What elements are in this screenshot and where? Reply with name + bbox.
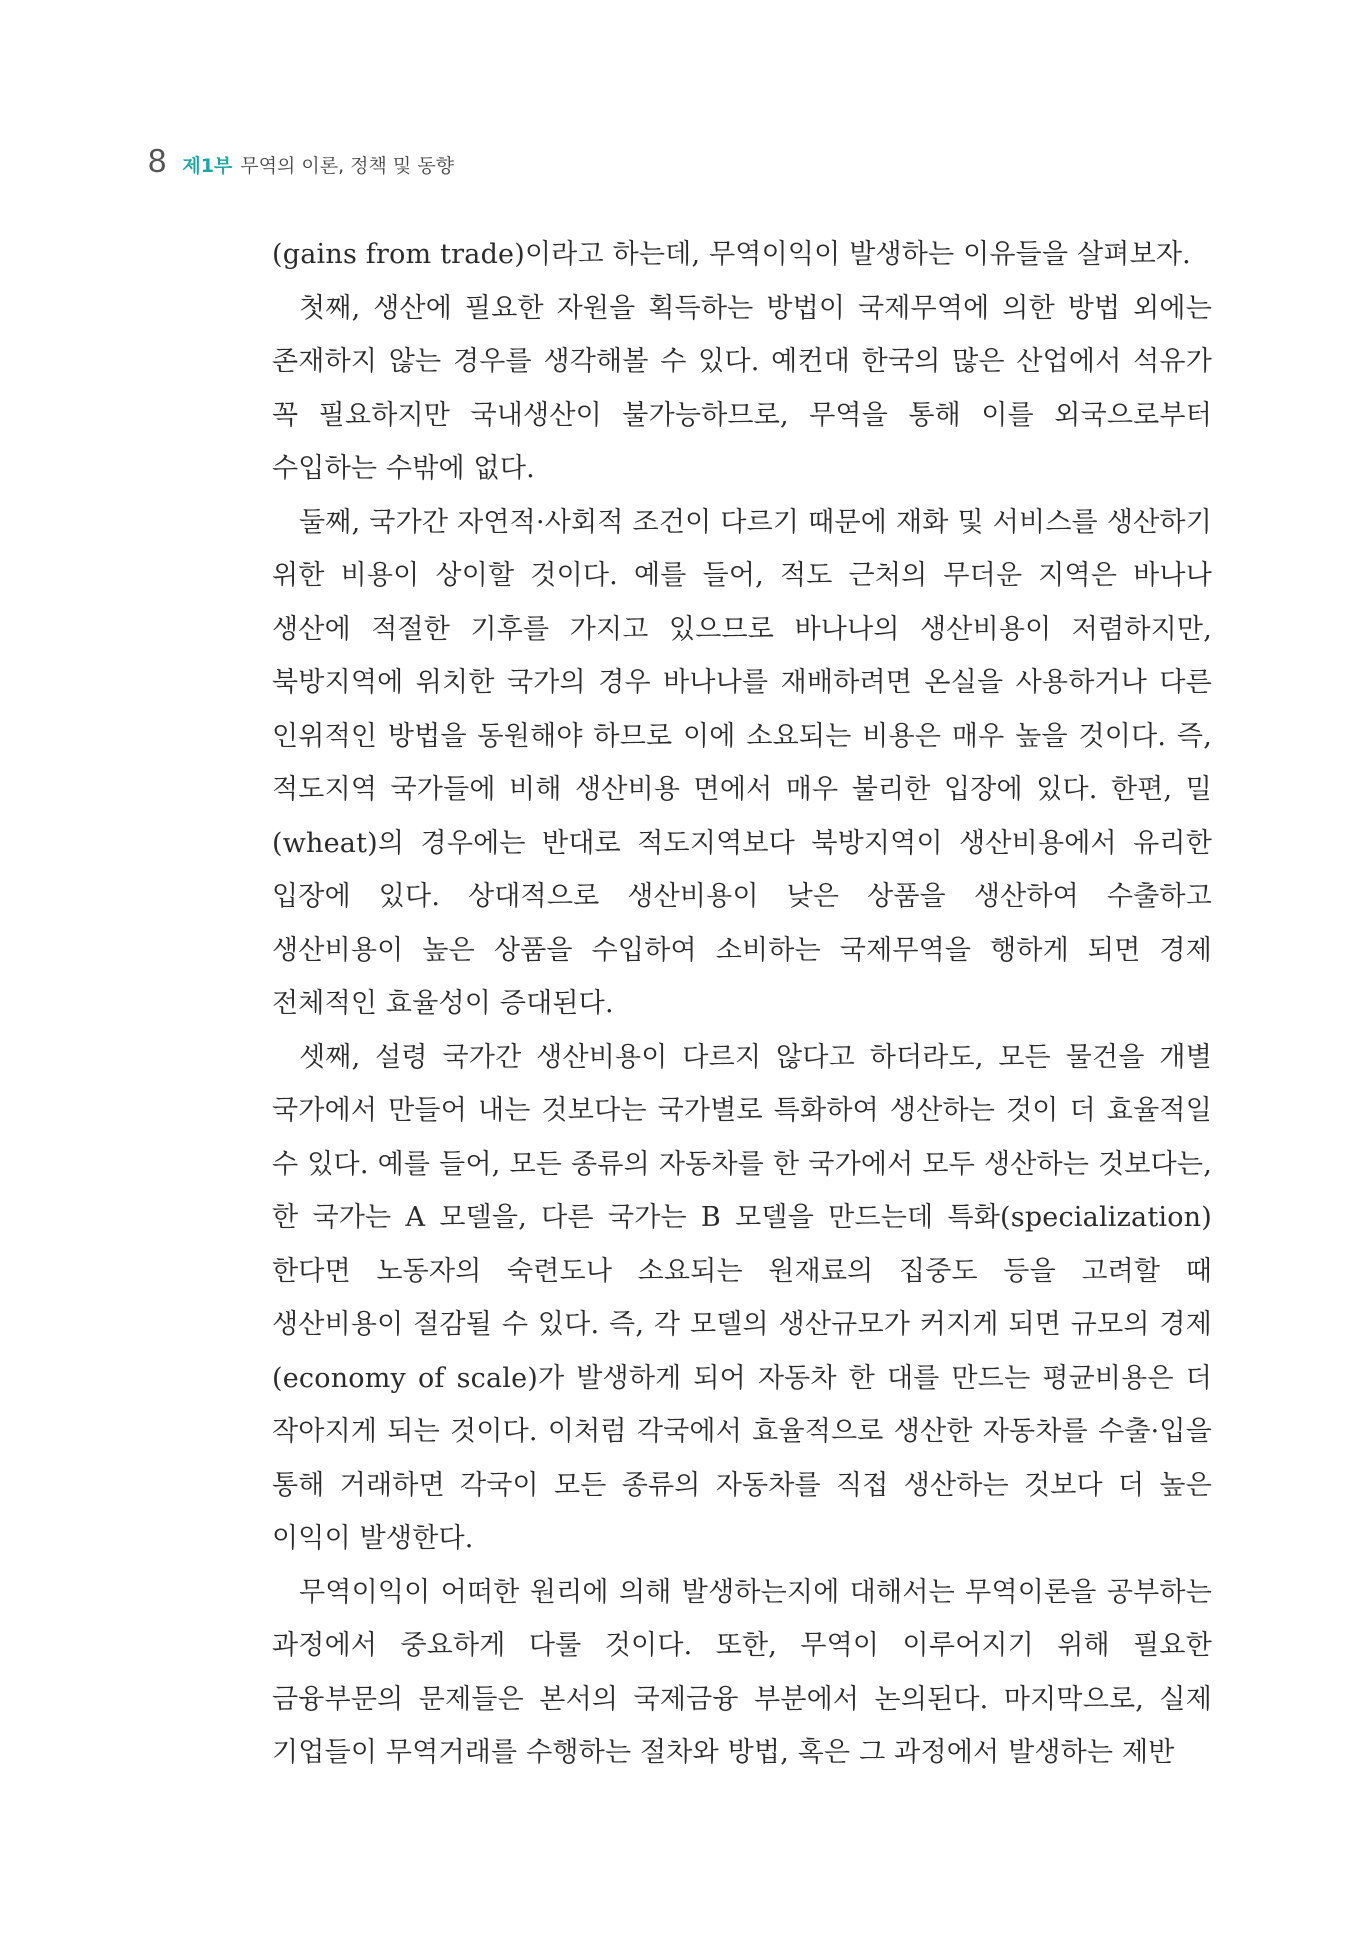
body-text: [272, 228, 1221, 1780]
chapter-title: 무역의 이론, 정책 및 동향: [240, 155, 455, 177]
paragraph-third-reason: 셋째, 설령 국가간 생산비용이 다르지 않다고 하더라도, 모든 물건을 개별 국가에서 만들어 내는 것보다는 국가별로 특화하여 생산하는 것이 더 효율적일 수 있다. 예를 들어, 모든 종류의 자동차를 한 국가에서 모두 생산하는 것보다는, 한 국가는 A 모델을, 다른 국가는 B 모델을 만드는데 특화(specialization)한다면 노동자의 숙련도나 소요되는 원재료의 집중도 등을 고려할 때 생산비용이 절감될 수 있다. 즉, 각 모델의 생산규모가 커지게 되면 규모의 경제(economy of scale)가 발생하게 되어 자동차 한 대를 만드는 평균비용은 더 작아지게 되는 것이다. 이처럼 각국에서 효율적으로 생산한 자동차를 수출·입을 통해 거래하면 각국이 모든 종류의 자동차를 직접 생산하는 것보다 더 높은 이익이 발생한다.: [272, 1041, 1221, 1554]
page-number: 8: [148, 142, 167, 179]
part-label: 제1부: [182, 155, 233, 177]
paragraph-second-reason: 둘째, 국가간 자연적·사회적 조건이 다르기 때문에 재화 및 서비스를 생산하기 위한 비용이 상이할 것이다. 예를 들어, 적도 근처의 무더운 지역은 바나나 생산에 적절한 기후를 가지고 있으므로 바나나의 생산비용이 저렴하지만, 북방지역에 위치한 국가의 경우 바나나를 재배하려면 온실을 사용하거나 다른 인위적인 방법을 동원해야 하므로 이에 소요되는 비용은 매우 높을 것이다. 즉, 적도지역 국가들에 비해 생산비용 면에서 매우 불리한 입장에 있다. 한편, 밀(wheat)의 경우에는 반대로 적도지역보다 북방지역이 생산비용에서 유리한 입장에 있다. 상대적으로 생산비용이 낮은 상품을 생산하여 수출하고 생산비용이 높은 상품을 수입하여 소비하는 국제무역을 행하게 되면 경제 전체적인 효율성이 증대된다.: [272, 506, 1221, 1019]
paragraph-conclusion: 무역이익이 어떠한 원리에 의해 발생하는지에 대해서는 무역이론을 공부하는 과정에서 중요하게 다룰 것이다. 또한, 무역이 이루어지기 위해 필요한 금융부문의 문제들은 본서의 국제금융 부분에서 논의된다. 마지막으로, 실제 기업들이 무역거래를 수행하는 절차와 방법, 혹은 그 과정에서 발생하는 제반: [272, 1576, 1221, 1768]
paragraph-first-reason: 첫째, 생산에 필요한 자원을 획득하는 방법이 국제무역에 의한 방법 외에는 존재하지 않는 경우를 생각해볼 수 있다. 예컨대 한국의 많은 산업에서 석유가 꼭 필요하지만 국내생산이 불가능하므로, 무역을 통해 이를 외국으로부터 수입하는 수밖에 없다.: [272, 292, 1221, 484]
paragraph-continuation: (gains from trade)이라고 하는데, 무역이익이 발생하는 이유들을 살펴보자.: [272, 239, 1191, 270]
running-head: [148, 142, 454, 182]
